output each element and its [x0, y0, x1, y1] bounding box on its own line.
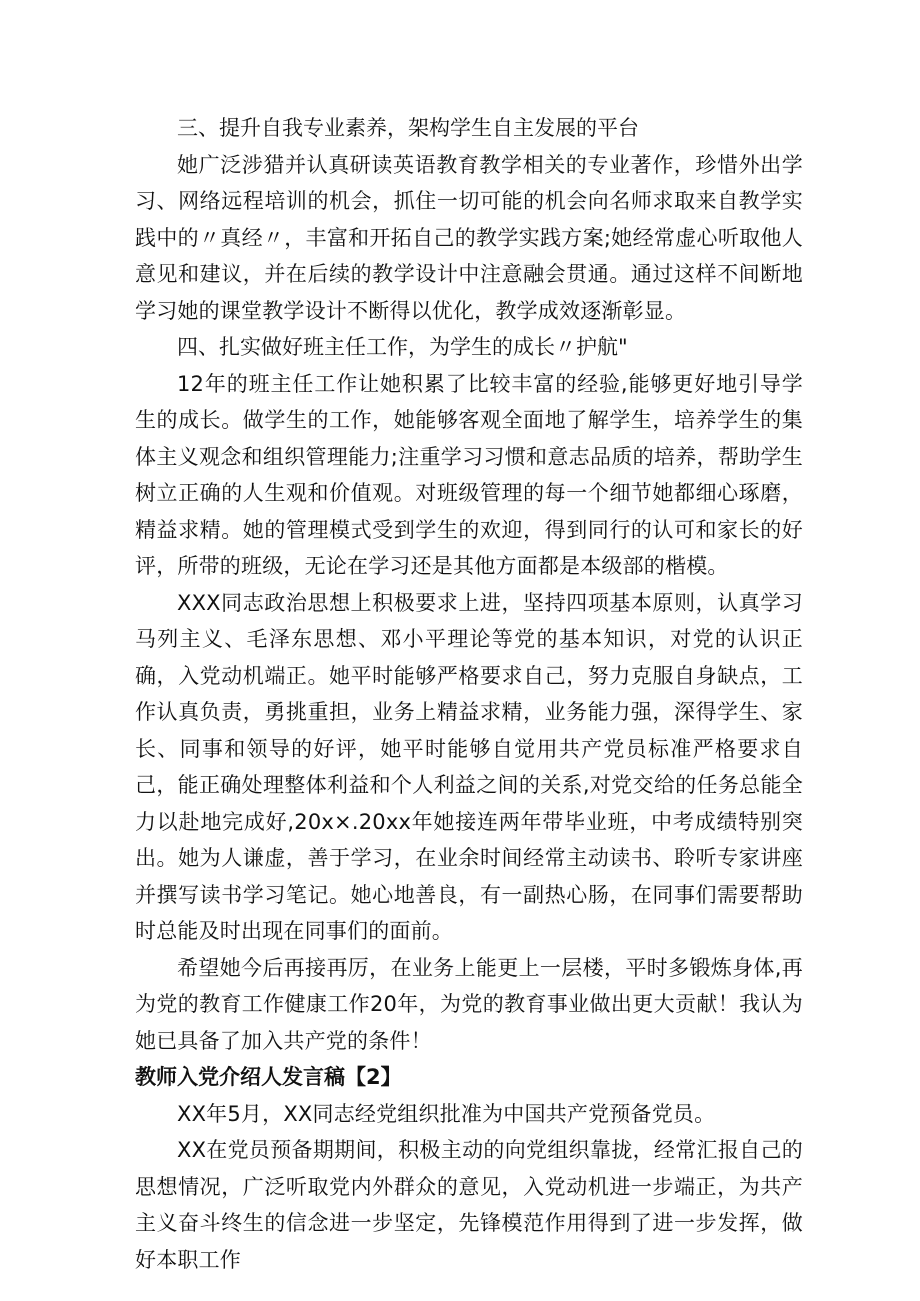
paragraph-probation: XX在党员预备期期间，积极主动的向党组织靠拢，经常汇报自己的思想情况，广泛听取党内外群众的意见，入党动机进一步端正，为共产主义奋斗终生的信念进一步坚定，先锋模范作用得到了进一步发挥，做好本职工作	[135, 1138, 803, 1272]
paragraph-approval: XX年5月，XX同志经党组织批准为中国共产党预备党员。	[177, 1101, 716, 1126]
paragraph-study: 她广泛涉猎并认真研读英语教育教学相关的专业著作，珍惜外出学习、网络远程培训的机会，抓住一切可能的机会向名师求取来自教学实践中的〃真经〃，丰富和开拓自己的教学实践方案;她经常虚心听取他人意见和建议，并在后续的教学设计中注意融会贯通。通过这样不间断地学习她的课堂教学设计不断得以优化，教学成效逐渐彰显。	[135, 152, 803, 323]
paragraph-political: XXX同志政治思想上积极要求上进，坚持四项基本原则，认真学习马列主义、毛泽东思想、邓小平理论等党的基本知识，对党的认识正确，入党动机端正。她平时能够严格要求自己，努力克服自身缺点，工作认真负责，勇挑重担，业务上精益求精，业务能力强，深得学生、家长、同事和领导的好评，她平时能够自觉用共产党员标准严格要求自己，能正确处理整体利益和个人利益之间的关系,对党交给的任务总能全力以赴地完成好,20x×.20xx年她接连两年带毕业班，中考成绩特别突出。她为人谦虚，善于学习，在业余时间经常主动读书、聆听专家讲座并撰写读书学习笔记。她心地善良，有一副热心肠，在同事们需要帮助时总能及时出现在同事们的面前。	[135, 590, 803, 943]
section-heading-3: 三、提升自我专业素养，架构学生自主发展的平台	[177, 116, 639, 140]
document-body	[135, 110, 803, 1278]
paragraph-class-teacher: 12年的班主任工作让她积累了比较丰富的经验,能够更好地引导学生的成长。做学生的工作，她能够客观全面地了解学生，培养学生的集体主义观念和组织管理能力;注重学习习惯和意志品质的培养，帮助学生树立正确的人生观和价值观。对班级管理的每一个细节她都细心琢磨，精益求精。她的管理模式受到学生的欢迎，得到同行的认可和家长的好评，所带的班级，无论在学习还是其他方面都是本级部的楷模。	[135, 371, 803, 578]
paragraph-hope: 希望她今后再接再厉，在业务上能更上一层楼，平时多锻炼身体,再为党的教育工作健康工作20年，为党的教育事业做出更大贡献！我认为她已具备了加入共产党的条件！	[135, 955, 803, 1053]
section-heading-4: 四、扎实做好班主任工作，为学生的成长〃护航"	[177, 335, 628, 359]
speech-title-2: 教师入党介绍人发言稿【2】	[135, 1065, 402, 1089]
